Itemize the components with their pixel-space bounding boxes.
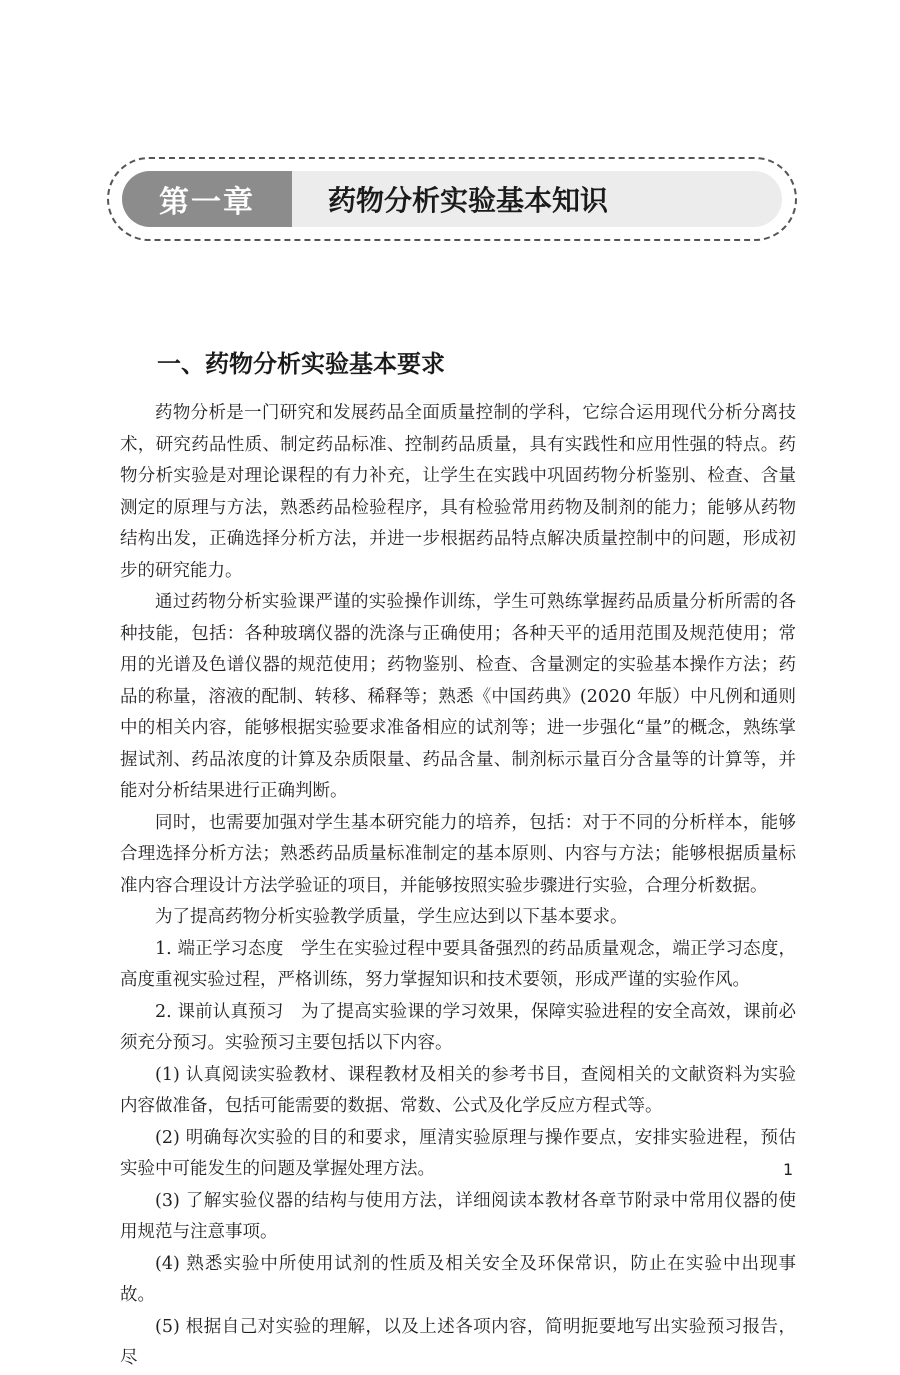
sub-item: (2) 明确每次实验的目的和要求，厘清实验原理与操作要点，安排实验进程，预估实验中可能发生的问题及掌握处理方法。 [120,1127,796,1179]
paragraph: 通过药物分析实验课严谨的实验操作训练，学生可熟练掌握药品质量分析所需的各种技能，包括：各种玻璃仪器的洗涤与正确使用；各种天平的适用范围及规范使用；常用的光谱及色谱仪器的规范使用；药物鉴别、检查、含量测定的实验基本操作方法；药品的称量，溶液的配制、转移、稀释等；熟悉《中国药典》(2020 年版）中凡例和通则中的相关内容，能够根据实验要求准备相应的试剂等；进一步强化“量”的概念，熟练掌握试剂、药品浓度的计算及杂质限量、药品含量、制剂标示量百分含量等的计算等，并能对分析结果进行正确判断。 [120,592,796,801]
paragraph: 药物分析是一门研究和发展药品全面质量控制的学科，它综合运用现代分析分离技术，研究药品性质、制定药品标准、控制药品质量，具有实践性和应用性强的特点。药物分析实验是对理论课程的有力补充，让学生在实践中巩固药物分析鉴别、检查、含量测定的原理与方法，熟悉药品检验程序，具有检验常用药物及制剂的能力；能够从药物结构出发，正确选择分析方法，并进一步根据药品特点解决质量控制中的问题，形成初步的研究能力。 [120,403,796,581]
sub-item: (1) 认真阅读实验教材、课程教材及相关的参考书目，查阅相关的文献资料为实验内容做准备，包括可能需要的数据、常数、公式及化学反应方程式等。 [120,1064,796,1116]
requirement-item: 1. 端正学习态度 学生在实验过程中要具备强烈的药品质量观念，端正学习态度，高度重视实验过程，严格训练，努力掌握知识和技术要领，形成严谨的实验作风。 [120,938,796,990]
chapter-banner [122,171,782,227]
chapter-title: 药物分析实验基本知识 [328,184,609,217]
page-number: 1 [783,1160,794,1179]
sub-item: (4) 熟悉实验中所使用试剂的性质及相关安全及环保常识，防止在实验中出现事故。 [120,1253,796,1305]
body-text [120,398,796,1375]
chapter-number: 第一章 [122,171,292,227]
section-heading: 一、药物分析实验基本要求 [157,350,445,378]
sub-item: (5) 根据自己对实验的理解，以及上述各项内容，简明扼要地写出实验预习报告，尽 [120,1316,796,1368]
sub-item: (3) 了解实验仪器的结构与使用方法，详细阅读本教材各章节附录中常用仪器的使用规范与注意事项。 [120,1190,796,1242]
paragraph: 为了提高药物分析实验教学质量，学生应达到以下基本要求。 [155,907,628,927]
requirement-item: 2. 课前认真预习 为了提高实验课的学习效果，保障实验进程的安全高效，课前必须充分预习。实验预习主要包括以下内容。 [120,1001,796,1053]
paragraph: 同时，也需要加强对学生基本研究能力的培养，包括：对于不同的分析样本，能够合理选择分析方法；熟悉药品质量标准制定的基本原则、内容与方法；能够根据质量标准内容合理设计方法学验证的项目，并能够按照实验步骤进行实验，合理分析数据。 [120,812,796,896]
